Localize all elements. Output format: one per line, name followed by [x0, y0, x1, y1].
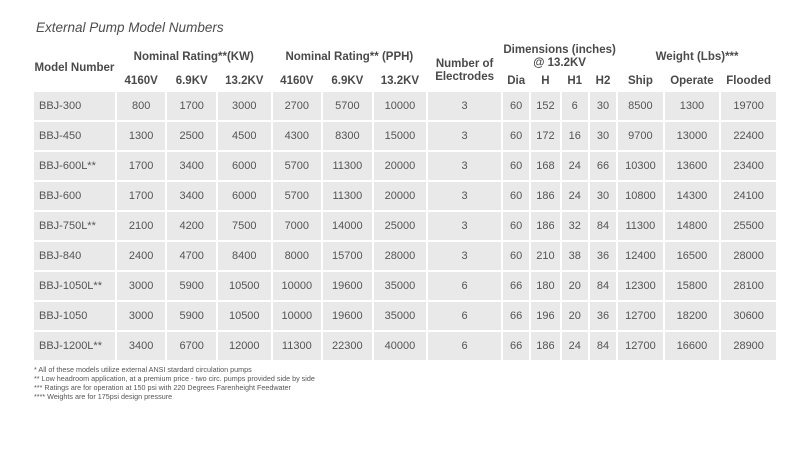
table-cell: 28100	[721, 272, 776, 300]
header-model-number: Model Number	[34, 61, 115, 74]
table-cell: 186	[531, 182, 559, 210]
subheader-cell: H	[541, 74, 550, 87]
model-number-cell: BBJ-1200L**	[34, 332, 115, 360]
table-cell: 210	[531, 242, 559, 270]
table-cell: 84	[590, 332, 616, 360]
table-cell: 22300	[323, 332, 372, 360]
table-cell: 60	[503, 152, 529, 180]
table-cell: 14000	[323, 212, 372, 240]
header-nominal-kw: Nominal Rating**(KW)	[133, 50, 254, 63]
table-cell: 10800	[618, 182, 662, 210]
table-cell: 3	[428, 92, 501, 120]
table-row	[34, 212, 776, 240]
model-number-cell: BBJ-450	[34, 122, 115, 150]
table-cell: 28000	[374, 242, 427, 270]
table-cell: 20000	[374, 182, 427, 210]
footnote: ** Low headroom application, at a premium price - two circ. pumps provided side by side	[34, 374, 315, 383]
table-row	[34, 242, 776, 270]
table-cell: 6000	[218, 182, 271, 210]
subheader-cell: Operate	[670, 74, 714, 87]
table-cell: 38	[562, 242, 588, 270]
table-cell: 8000	[273, 242, 322, 270]
table-cell: 19600	[323, 302, 372, 330]
page-title: External Pump Model Numbers	[36, 20, 224, 35]
table-cell: 3400	[117, 332, 166, 360]
table-cell: 152	[531, 92, 559, 120]
table-cell: 11300	[323, 152, 372, 180]
table-cell: 12300	[618, 272, 662, 300]
table-row	[34, 272, 776, 300]
table-cell: 60	[503, 122, 529, 150]
table-cell: 8300	[323, 122, 372, 150]
table-cell: 13600	[665, 152, 720, 180]
header-nominal-pph: Nominal Rating** (PPH)	[285, 50, 414, 63]
table-cell: 2400	[117, 242, 166, 270]
table-cell: 10500	[218, 272, 271, 300]
table-cell: 16	[562, 122, 588, 150]
table-cell: 25000	[374, 212, 427, 240]
subheader-cell: Ship	[627, 74, 653, 87]
header-weight: Weight (Lbs)***	[655, 50, 739, 63]
table-cell: 20000	[374, 152, 427, 180]
table-cell: 16600	[665, 332, 720, 360]
table-cell: 11300	[618, 212, 662, 240]
table-cell: 40000	[374, 332, 427, 360]
table-cell: 7500	[218, 212, 271, 240]
table-cell: 11300	[273, 332, 322, 360]
table-cell: 3400	[167, 182, 216, 210]
table-row	[34, 152, 776, 180]
table-cell: 24100	[721, 182, 776, 210]
subheader-cell: 6.9KV	[331, 74, 364, 87]
table-cell: 28900	[721, 332, 776, 360]
table-cell: 168	[531, 152, 559, 180]
table-cell: 30	[590, 182, 616, 210]
header-number-of-electrodes: Number of Electrodes	[435, 58, 494, 83]
table-cell: 30	[590, 92, 616, 120]
table-cell: 10000	[273, 302, 322, 330]
table-cell: 11300	[323, 182, 372, 210]
table-cell: 24	[562, 152, 588, 180]
model-number-cell: BBJ-840	[34, 242, 115, 270]
table-cell: 7000	[273, 212, 322, 240]
table-cell: 24	[562, 332, 588, 360]
table-cell: 16500	[665, 242, 720, 270]
table-cell: 32	[562, 212, 588, 240]
table-cell: 35000	[374, 302, 427, 330]
table-cell: 23400	[721, 152, 776, 180]
table-cell: 8400	[218, 242, 271, 270]
table-cell: 36	[590, 302, 616, 330]
table-cell: 180	[531, 272, 559, 300]
footnote: * All of these models utilize external ANSI stardard circulation pumps	[34, 365, 252, 374]
table-cell: 10300	[618, 152, 662, 180]
table-cell: 12700	[618, 302, 662, 330]
table-cell: 6	[428, 302, 501, 330]
table-row	[34, 302, 776, 330]
table-cell: 30	[590, 122, 616, 150]
model-number-cell: BBJ-750L**	[34, 212, 115, 240]
table-cell: 2500	[167, 122, 216, 150]
table-cell: 2700	[273, 92, 322, 120]
header-dimensions: Dimensions (inches) @ 13.2KV	[503, 44, 616, 69]
table-cell: 6	[428, 272, 501, 300]
table-cell: 3	[428, 122, 501, 150]
table-cell: 186	[531, 332, 559, 360]
model-number-cell: BBJ-600L**	[34, 152, 115, 180]
table-cell: 3400	[167, 152, 216, 180]
table-cell: 5700	[273, 152, 322, 180]
model-number-cell: BBJ-1050	[34, 302, 115, 330]
table-cell: 66	[503, 302, 529, 330]
table-cell: 172	[531, 122, 559, 150]
table-cell: 60	[503, 92, 529, 120]
table-cell: 14800	[665, 212, 720, 240]
table-cell: 20	[562, 272, 588, 300]
table-cell: 1300	[117, 122, 166, 150]
table-cell: 12700	[618, 332, 662, 360]
table-cell: 3	[428, 182, 501, 210]
table-cell: 186	[531, 212, 559, 240]
table-cell: 5700	[323, 92, 372, 120]
table-cell: 35000	[374, 272, 427, 300]
table-cell: 9700	[618, 122, 662, 150]
table-cell: 5900	[167, 302, 216, 330]
table-cell: 4500	[218, 122, 271, 150]
table-cell: 1700	[117, 182, 166, 210]
table-cell: 10000	[273, 272, 322, 300]
table-cell: 14300	[665, 182, 720, 210]
table-cell: 60	[503, 242, 529, 270]
table-cell: 13000	[665, 122, 720, 150]
table-cell: 28000	[721, 242, 776, 270]
footnote: *** Ratings are for operation at 150 psi with 220 Degrees Farenheight Feedwater	[34, 383, 291, 392]
table-cell: 18200	[665, 302, 720, 330]
table-cell: 66	[590, 152, 616, 180]
subheader-cell: 13.2KV	[225, 74, 264, 87]
subheader-row	[34, 72, 776, 90]
table-cell: 15800	[665, 272, 720, 300]
table-cell: 5700	[273, 182, 322, 210]
table-cell: 3	[428, 212, 501, 240]
table-cell: 10500	[218, 302, 271, 330]
table-cell: 66	[503, 332, 529, 360]
table-cell: 60	[503, 212, 529, 240]
pump-model-table	[32, 42, 778, 362]
table-cell: 196	[531, 302, 559, 330]
table-cell: 19600	[323, 272, 372, 300]
table-cell: 5900	[167, 272, 216, 300]
table-cell: 12000	[218, 332, 271, 360]
model-number-cell: BBJ-600	[34, 182, 115, 210]
subheader-cell: 4160V	[280, 74, 314, 87]
table-cell: 30600	[721, 302, 776, 330]
table-cell: 3	[428, 242, 501, 270]
footnote: **** Weights are for 175psi design pressure	[34, 392, 173, 401]
table-cell: 8500	[618, 92, 662, 120]
table-row	[34, 92, 776, 120]
table-cell: 6000	[218, 152, 271, 180]
subheader-cell: Flooded	[726, 74, 771, 87]
subheader-cell: Dia	[507, 74, 526, 87]
table-cell: 3000	[218, 92, 271, 120]
table-cell: 6	[428, 332, 501, 360]
table-row	[34, 332, 776, 360]
table-cell: 12400	[618, 242, 662, 270]
table-cell: 1700	[117, 152, 166, 180]
table-cell: 4700	[167, 242, 216, 270]
table-cell: 3	[428, 152, 501, 180]
table-cell: 6700	[167, 332, 216, 360]
table-cell: 2100	[117, 212, 166, 240]
subheader-cell: H2	[595, 74, 611, 87]
table-row	[34, 122, 776, 150]
table-cell: 66	[503, 272, 529, 300]
subheader-cell: H1	[567, 74, 583, 87]
table-cell: 25500	[721, 212, 776, 240]
table-cell: 84	[590, 272, 616, 300]
table-cell: 60	[503, 182, 529, 210]
table-cell: 36	[590, 242, 616, 270]
table-cell: 4300	[273, 122, 322, 150]
table-cell: 4200	[167, 212, 216, 240]
table-body	[34, 92, 776, 360]
subheader-cell: 13.2KV	[380, 74, 420, 87]
table-cell: 1300	[665, 92, 720, 120]
table-cell: 6	[562, 92, 588, 120]
footnotes	[34, 365, 315, 401]
table-cell: 20	[562, 302, 588, 330]
subheader-cell: 4160V	[124, 74, 158, 87]
table-cell: 22400	[721, 122, 776, 150]
table-cell: 15000	[374, 122, 427, 150]
table-cell: 15700	[323, 242, 372, 270]
table-cell: 3000	[117, 272, 166, 300]
table-cell: 10000	[374, 92, 427, 120]
table-cell: 24	[562, 182, 588, 210]
subheader-cell: 6.9KV	[175, 74, 208, 87]
table-cell: 1700	[167, 92, 216, 120]
model-number-cell: BBJ-1050L**	[34, 272, 115, 300]
table-row	[34, 182, 776, 210]
table-cell: 3000	[117, 302, 166, 330]
table-cell: 800	[117, 92, 166, 120]
table-cell: 19700	[721, 92, 776, 120]
table-cell: 84	[590, 212, 616, 240]
model-number-cell: BBJ-300	[34, 92, 115, 120]
